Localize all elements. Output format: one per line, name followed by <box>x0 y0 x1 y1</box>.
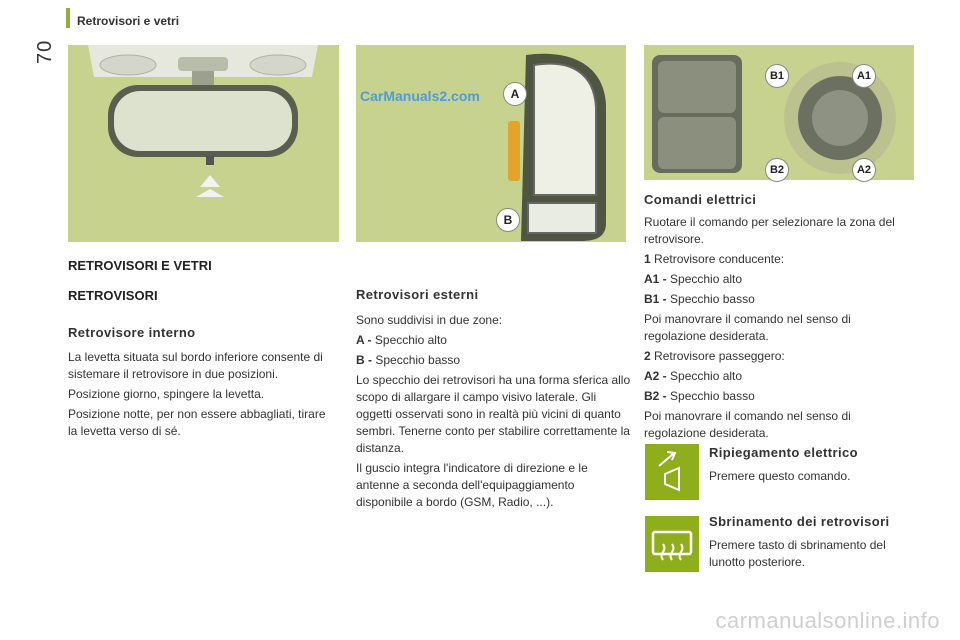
callout-b1-label: B1 <box>769 70 785 82</box>
electric-controls-heading: Comandi elettrici <box>644 192 757 207</box>
site-watermark: CarManuals2.com <box>360 88 480 104</box>
callout-a2-label: A2 <box>856 164 872 176</box>
subsection-title: RETROVISORI <box>68 288 158 303</box>
page-number: 70 <box>34 39 56 64</box>
exterior-mirror-image <box>356 45 626 242</box>
exterior-intro: Sono suddivisi in due zone: <box>356 313 503 327</box>
interior-p2: Posizione giorno, spingere la levetta. <box>68 387 265 401</box>
defrost-text: Premere tasto di sbrinamento del lunotto posteriore. <box>709 538 886 569</box>
exterior-mirror-illustration <box>356 45 626 242</box>
controls-b1-text: Specchio basso <box>670 292 755 306</box>
controls-a1-label: A1 - <box>644 272 667 286</box>
exterior-a-label: A - <box>356 333 372 347</box>
controls-b1-line <box>644 291 916 308</box>
callout-a <box>503 82 527 106</box>
controls-b1-label: B1 - <box>644 292 667 306</box>
exterior-a-line <box>356 332 631 349</box>
controls-a2-text: Specchio alto <box>670 369 743 383</box>
controls-n1-line <box>644 251 916 268</box>
exterior-mirror-heading: Retrovisori esterni <box>356 287 479 302</box>
controls-n2-text: Retrovisore passeggero: <box>654 349 785 363</box>
exterior-b-line <box>356 352 631 369</box>
header-accent-bar <box>66 8 70 28</box>
exterior-b-text: Specchio basso <box>375 353 461 367</box>
main-title: RETROVISORI E VETRI <box>68 258 212 273</box>
callout-b1 <box>765 64 789 88</box>
controls-n2-line <box>644 348 916 365</box>
callout-b2 <box>765 158 789 182</box>
controls-p1: Ruotare il comando per selezionare la zona del retrovisore. <box>644 215 895 246</box>
interior-p3: Posizione notte, per non essere abbagliati, tirare la levetta verso di sé. <box>68 407 326 438</box>
interior-mirror-image <box>68 45 339 242</box>
fold-text: Premere questo comando. <box>709 469 851 483</box>
electric-controls-text <box>644 214 916 445</box>
interior-mirror-illustration <box>68 45 339 242</box>
controls-n1-label: 1 <box>644 252 651 266</box>
callout-a2 <box>852 158 876 182</box>
footer-watermark: carmanualsonline.info <box>715 608 940 633</box>
controls-n2-label: 2 <box>644 349 651 363</box>
mirror-fold-icon <box>645 444 699 500</box>
callout-a-label: A <box>510 87 520 101</box>
exterior-p1: Lo specchio dei retrovisori ha una forma sferica allo scopo di allargare il campo visivo laterale. Gli oggetti osservati sono in realtà più vicini di quanto sembri. Tenerne conto per stabilire correttamente la distanza. <box>356 373 631 455</box>
controls-a2-label: A2 - <box>644 369 667 383</box>
controls-a2-line <box>644 368 916 385</box>
controls-b2-line <box>644 388 916 405</box>
defrost-heading: Sbrinamento dei retrovisori <box>709 514 890 529</box>
rear-defrost-icon-graphic <box>645 516 699 572</box>
callout-b-label: B <box>503 213 513 227</box>
interior-p1: La levetta situata sul bordo inferiore consente di sistemare il retrovisore in due posizioni. <box>68 350 323 381</box>
exterior-b-label: B - <box>356 353 372 367</box>
callout-a1 <box>852 64 876 88</box>
controls-p2: Poi manovrare il comando nel senso di regolazione desiderata. <box>644 312 851 343</box>
callout-b2-label: B2 <box>769 164 785 176</box>
mirror-fold-icon-graphic <box>645 444 699 500</box>
controls-a1-text: Specchio alto <box>670 272 743 286</box>
controls-n1-text: Retrovisore conducente: <box>654 252 785 266</box>
interior-mirror-text <box>68 349 332 443</box>
controls-a1-line <box>644 271 916 288</box>
controls-b2-text: Specchio basso <box>670 389 755 403</box>
exterior-a-text: Specchio alto <box>374 333 447 347</box>
exterior-mirror-text <box>356 312 631 514</box>
callout-a1-label: A1 <box>856 70 872 82</box>
exterior-p2: Il guscio integra l'indicatore di direzione e le antenne a seconda dell'equipaggiamento disponibile a bordo (GSM, Radio, ...). <box>356 461 588 509</box>
controls-p3: Poi manovrare il comando nel senso di regolazione desiderata. <box>644 409 851 440</box>
fold-heading: Ripiegamento elettrico <box>709 445 858 460</box>
callout-b <box>496 208 520 232</box>
controls-b2-label: B2 - <box>644 389 667 403</box>
interior-mirror-heading: Retrovisore interno <box>68 325 196 340</box>
rear-defrost-icon <box>645 516 699 572</box>
page-header-title: Retrovisori e vetri <box>77 14 180 28</box>
